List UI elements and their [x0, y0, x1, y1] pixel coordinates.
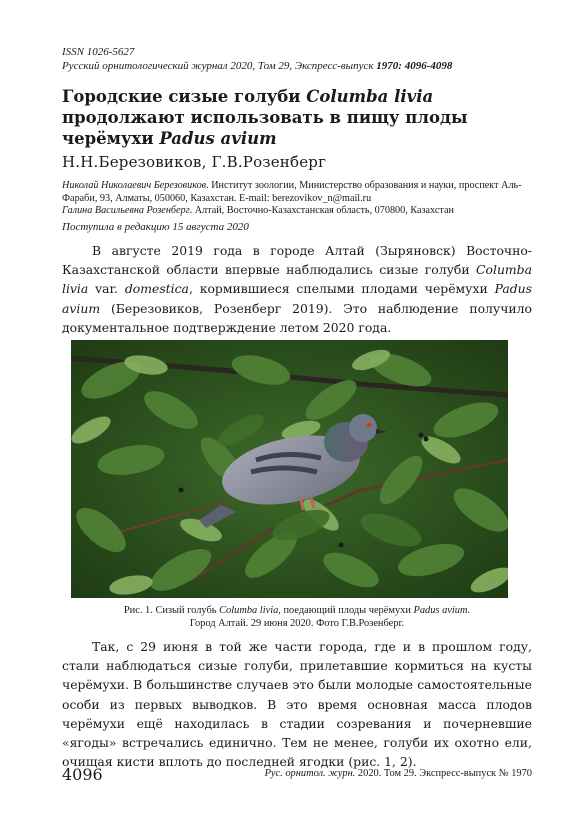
issue-number: 1970: [376, 60, 399, 72]
affiliation-2: Галина Васильевна Розенберг. Алтай, Восточно-Казахстанская область, 070800, Казахстан: [62, 205, 454, 216]
caption-line-2: Город Алтай. 29 июня 2020. Фото Г.В.Розенберг.: [189, 618, 405, 629]
article-title: Городские сизые голуби Columba livia продолжают использовать в пищу плоды черёмухи Padus avium: [62, 87, 468, 148]
paragraph-2: Так, с 29 июня в той же части города, где и в прошлом году, стали наблюдаться сизые голуби, прилетавшие кормиться на кусты черёмухи. В большинстве случаев это были молодые самостоятельные особи из первых выводков. В это время основная масса плодов черёмухи ещё находилась в стадии созревания и почерневшие «ягоды» встречались единично. Тем не менее, голуби их охотно ели, очищая кисти вплоть до последней ягодки (рис. 1, 2).: [62, 639, 532, 770]
journal-citation: Русский орнитологический журнал 2020, Том 29, Экспресс-выпуск 1970: 4096-4098: [62, 60, 453, 72]
affiliations: [62, 180, 537, 218]
page-number: 4096: [62, 765, 103, 784]
received-date: Поступила в редакцию 15 августа 2020: [62, 221, 249, 233]
affiliation-1: Николай Николаевич Березовиков. Институт зоологии, Министерство образования и науки, проспект Аль-Фараби, 93, Алматы, 050060, Казахстан. E-mail: berezovikov_n@mail.ru: [62, 180, 522, 204]
running-footer: Рус. орнитол. журн. 2020. Том 29. Экспресс-выпуск № 1970: [264, 768, 532, 779]
pigeon-photo: [71, 340, 508, 598]
journal-header: [62, 45, 532, 73]
authors: Н.Н.Березовиков, Г.В.Розенберг: [62, 153, 327, 171]
issn: ISSN 1026-5627: [62, 46, 135, 58]
paragraph-1: В августе 2019 года в городе Алтай (Зыряновск) Восточно-Казахстанской области впервые наблюдались сизые голуби Columba livia var. domestica, кормившиеся спелыми плодами черёмухи Padus avium (Березовиков, Розенберг 2019). Это наблюдение получило документальное подтверждение летом 2020 года.: [62, 243, 533, 335]
page-range: : 4096-4098: [398, 60, 453, 72]
figure-caption: [62, 604, 532, 630]
caption-line-1: Рис. 1. Сизый голубь Columba livia, поедающий плоды черёмухи Padus avium.: [123, 605, 471, 616]
